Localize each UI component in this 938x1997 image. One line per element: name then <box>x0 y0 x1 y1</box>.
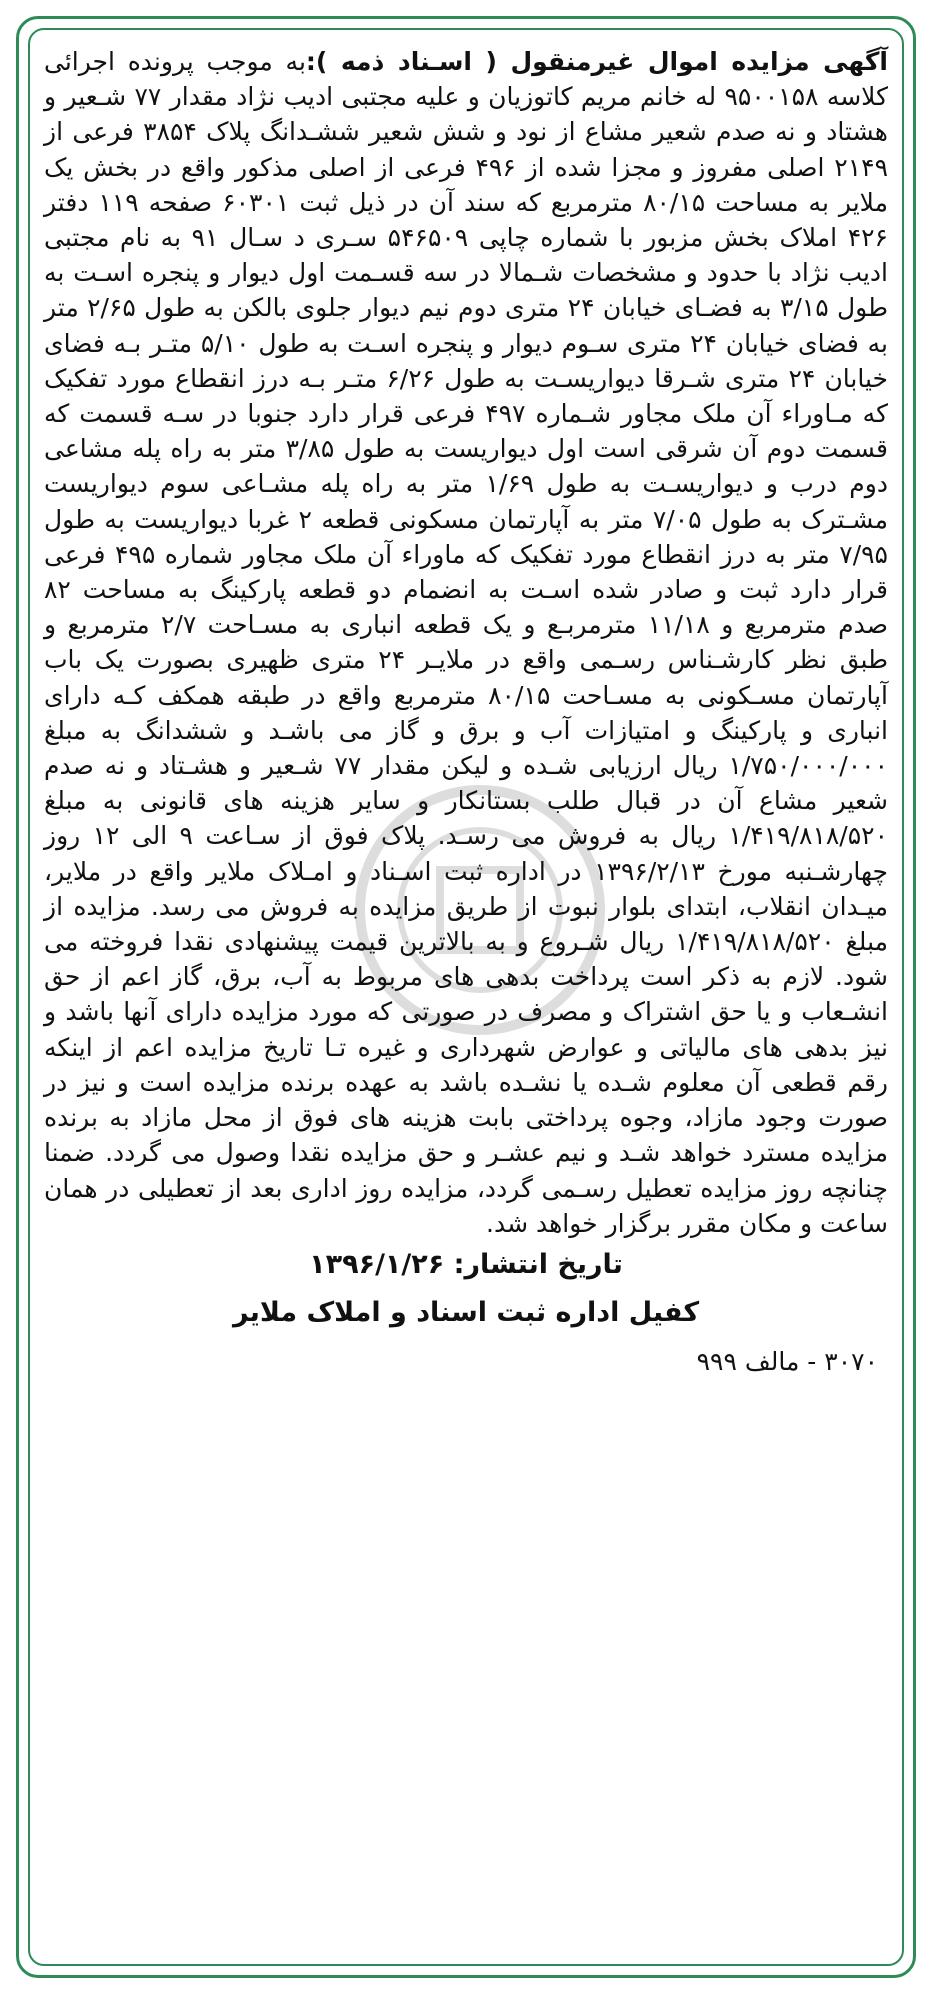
notice-title: آگهی مزایده اموال غیرمنقول ( اسـناد ذمه ): <box>305 47 888 76</box>
auction-notice <box>44 44 888 1954</box>
notice-reference-code: ۳۰۷۰ - مالف ۹۹۹ <box>696 1346 878 1376</box>
notice-body-text: به موجب پرونده اجرائی کلاسه ۹۵۰۰۱۵۸ له خانم مریم کاتوزیان و علیه مجتبی ادیب نژاد مقدار ۷۷ شـعیر و هشتاد و نه صدم شعیر مشاع از نود و شش شعیر ششـدانگ پلاک ۳۸۵۴ فرعی از ۲۱۴۹ اصلی مفروز و مجزا شده از ۴۹۶ فرعی از اصلی مذکور واقع در بخش یک ملایر به مساحت ۸۰/۱۵ مترمربع که سند آن در ذیل ثبت ۶۰۳۰۱ صفحه ۱۱۹ دفتر ۴۲۶ املاک بخش مزبور با شماره چاپی ۵۴۶۵۰۹ سـری د سـال ۹۱ به نام مجتبی ادیب نژاد با حدود و مشخصات شـمالا در سه قسـمت اول دیوار و پنجره اسـت به طول ۳/۱۵ به فضـای خیابان ۲۴ متری دوم نیم دیوار جلوی بالکن به طول ۲/۶۵ متر به فضای خیابان ۲۴ متری سـوم دیوار و پنجره اسـت به طول ۵/۱۰ متـر بـه فضای خیابان ۲۴ متری شـرقا دیواریسـت به طول ۶/۲۶ متـر بـه درز انقطاع مورد تفکیک که مـاوراء آن ملک مجاور شـماره ۴۹۷ فرعی قرار دارد جنوبا در سـه قسمت که قسمت دوم آن شرقی است اول دیواریست به طول ۳/۸۵ متر به راه پله مشاعی دوم درب و دیواریسـت به طول ۱/۶۹ متر به راه پله مشـاعی سوم دیواریست مشـترک به طول ۷/۰۵ متر به آپارتمان مسکونی قطعه ۲ غربا دیواریست به طول ۷/۹۵ متر به درز انقطاع مورد تفکیک که ماوراء آن ملک مجاور شماره ۴۹۵ فرعی قرار دارد ثبت و صادر شده اسـت به انضمام دو قطعه پارکینگ به مساحت ۸۲ صدم مترمربع و ۱۱/۱۸ مترمربـع و یک قطعه انباری به مسـاحت ۲/۷ مترمربع و طبق نظر کارشـناس رسـمی واقع در ملایـر ۲۴ متری ظهیری بصورت یک باب آپارتمان مسـکونی به مسـاحت ۸۰/۱۵ مترمربع واقع در طبقه همکف کـه دارای انباری و پارکینگ و امتیازات آب و برق و گاز می باشـد و ششدانگ به مبلغ ۱/۷۵۰/۰۰۰/۰۰۰ ریال ارزیابی شـده و لیکن مقدار ۷۷ شـعیر و هشـتاد و نه صدم شعیر مشاع آن در قبال طلب بستانکار و سایر هزینه های قانونی به مبلغ ۱/۴۱۹/۸۱۸/۵۲۰ ریال به فروش می رسـد. پلاک فوق از سـاعت ۹ الی ۱۲ روز چهارشـنبه مورخ ۱۳۹۶/۲/۱۳ در اداره ثبت اسـناد و امـلاک ملایر واقع در ملایر، میـدان انقلاب، ابتدای بلوار نبوت از طریق مزایده به فروش می رسد. مزایده از مبلغ ۱/۴۱۹/۸۱۸/۵۲۰ ریال شـروع و به بالاترین قیمت پیشنهادی نقدا فروخته می شود. لازم به ذکر است پرداخت بدهی های مربوط به آب، برق، گاز اعم از حق انشـعاب و یا حق اشتراک و مصرف در صورتی که مورد مزایده دارای آنها باشد و نیز بدهی های مالیاتی و عوارض شهرداری و غیره تـا تاریخ مزایده اعم از اینکه رقم قطعی آن معلوم شـده یا نشـده باشد به عهده برنده مزایده است و نیز در صورت وجود مازاد، وجوه پرداختی بابت هزینه های فوق از محل مازاد به برنده مزایده مسترد خواهد شـد و نیم عشـر و حق مزایده نقدا وصول می گردد. ضمنا چنانچه روز مزایده تعطیل رسـمی گردد، مزایده روز اداری بعد از تعطیلی در همان ساعت و مکان مقرر برگزار خواهد شد. <box>44 47 889 1238</box>
issuer-signature: کفیل اداره ثبت اسناد و املاک ملایر <box>232 1296 700 1328</box>
publication-date: تاریخ انتشار: ۱۳۹۶/۱/۲۶ <box>309 1248 623 1280</box>
notice-body-paragraph <box>44 44 888 1241</box>
